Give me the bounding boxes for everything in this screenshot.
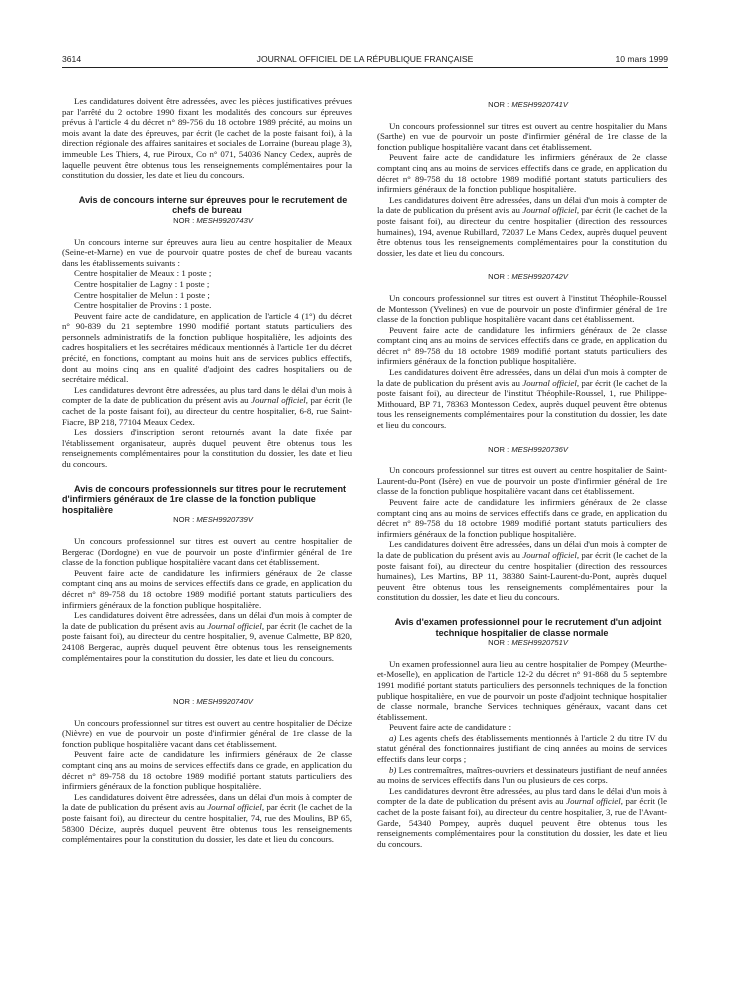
nor-reference: NOR : MESH9920742V xyxy=(488,272,568,282)
list-item: Centre hospitalier de Meaux : 1 poste ; xyxy=(74,268,212,279)
nor-reference: NOR : MESH9920736V xyxy=(488,444,568,454)
page-header xyxy=(62,54,668,66)
header-rule xyxy=(62,67,668,68)
list-item: Centre hospitalier de Provins : 1 poste. xyxy=(74,300,212,311)
paragraph: Peuvent faire acte de candidature : xyxy=(389,722,512,733)
left-column xyxy=(62,96,352,981)
paragraph: Un concours professionnel sur titres est ouvert au centre hospitalier de Saint-Laurent-du-Pont (Isère) en vue de pourvoir un poste d'infirmier général de 1re classe de la fonction publique hospitalière vacant dans cet établissement. xyxy=(377,465,667,497)
issue-date: 10 mars 1999 xyxy=(615,54,668,64)
paragraph: Peuvent faire acte de candidature les infirmiers généraux de 2e classe comptant cinq ans au moins de services effectifs dans ce grade, en application du décret n° 89-758 du 18 octobre 1989 modifié portant statuts particuliers des infirmiers généraux de la fonction publique hospitalière. xyxy=(62,749,352,792)
nor-reference: NOR : MESH9920743V xyxy=(173,215,253,225)
paragraph: Peuvent faire acte de candidature les infirmiers généraux de 2e classe comptant cinq ans au moins de services effectifs dans ce grade, en application du décret n° 89-758 du 18 octobre 1989 modifié portant statuts particuliers des infirmiers généraux de la fonction publique hospitalière. xyxy=(377,152,667,195)
list-item: b) Les contremaîtres, maîtres-ouvriers et dessinateurs justifiant de neuf années au moins de services effectifs dans l'un ou plusieurs de ces corps. xyxy=(377,764,667,786)
journal-title: JOURNAL OFFICIEL DE LA RÉPUBLIQUE FRANÇAISE xyxy=(256,54,474,64)
paragraph: Peuvent faire acte de candidature les infirmiers généraux de 2e classe comptant cinq ans au moins de services effectifs dans ce grade, en application du décret n° 89-758 du 18 octobre 1989 modifié portant statuts particuliers des infirmiers généraux de la fonction publique hospitalière. xyxy=(377,324,667,367)
list-item: a) Les agents chefs des établissements mentionnés à l'article 2 du titre IV du statut général des fonctionnaires justifiant de cinq années au moins de services effectifs dans leur corps ; xyxy=(377,732,667,765)
nor-reference: NOR : MESH9920741V xyxy=(488,100,568,109)
paragraph: Les candidatures doivent être adressées, dans un délai d'un mois à compter de la date de publication du présent avis au Journal officiel, par écrit (le cachet de la poste faisant foi), au directeur du centre hospitalier, 74, rue des Moulins, BP 65, 58300 Décize, auprès duquel peuvent être obtenus tous les renseignements complémentaires pour la constitution du dossier, les date et lieu du concours. xyxy=(62,791,352,845)
paragraph: Peuvent faire acte de candidature les infirmiers généraux de 2e classe comptant cinq ans au moins de services effectifs dans ce grade, en application du décret n° 89-758 du 18 octobre 1989 modifié portant statuts particuliers des infirmiers généraux de la fonction publique hospitalière. xyxy=(62,567,352,610)
paragraph: Les candidatures devront être adressées, au plus tard dans le délai d'un mois à compter de la date de publication du présent avis au Journal officiel, par écrit (le cachet de la poste faisant foi), au directeur du centre hospitalier, 3, rue de l'Avant-Garde, 54340 Pompey, auprès duquel peuvent être obtenus tous les renseignements complémentaires pour la constitution du dossier, les date et lieu du concours. xyxy=(377,785,667,849)
list-item: Centre hospitalier de Melun : 1 poste ; xyxy=(74,289,210,300)
paragraph: Un concours professionnel sur titres est ouvert au centre hospitalier de Décize (Nièvre) en vue de pourvoir un poste d'infirmier général de 1re classe de la fonction publique hospitalière vacant dans cet établissement. xyxy=(62,717,352,749)
paragraph: Les candidatures devront être adressées, au plus tard dans le délai d'un mois à compter de la date de publication du présent avis au Journal officiel, par écrit (le cachet de la poste faisant foi), au directeur du centre hospitalier, 6-8, rue Saint-Fiacre, BP 218, 77104 Meaux Cedex. xyxy=(62,384,352,427)
intro-paragraph: Les candidatures doivent être adressées, avec les pièces justificatives prévues par l'arrêté du 2 octobre 1990 fixant les modalités des concours sur épreuves prévus à l'article 4 du décret n° 89-756 du 18 octobre 1989 précité, au moins un mois avant la date des épreuves, par écrit (le cachet de la poste faisant foi), à la direction régionale des affaires sanitaires et sociales de Lorraine (bureau plage 3), immeuble Les Thiers, 4, rue Piroux, Co n° 071, 54036 Nancy Cedex, auprès de laquelle peuvent être obtenus tous les renseignements complémentaires pour la constitution du dossier, les date et lieu du concours. xyxy=(62,96,352,181)
nor-reference: NOR : MESH9920751V xyxy=(488,638,568,648)
paragraph: Les candidatures doivent être adressées, dans un délai d'un mois à compter de la date de publication du présent avis au Journal officiel, par écrit (le cachet de la poste faisant foi), au directeur du centre hospitalier (direction des ressources humaines), 194, avenue Rubillard, 72037 Le Mans Cedex, auprès duquel peuvent être obtenus tous les renseignements complémentaires pour la constitution du dossier, les date et lieu du concours. xyxy=(377,194,667,258)
paragraph: Un concours professionnel sur titres est ouvert à l'institut Théophile-Roussel de Montesson (Yvelines) en vue de pourvoir un poste d'infirmier général de 1re classe de la fonction publique hospitalière vacant dans cet établissement. xyxy=(377,292,667,325)
paragraph: Un concours interne sur épreuves aura lieu au centre hospitalier de Meaux (Seine-et-Marne) en vue de pourvoir quatre postes de chef de bureau vacants dans les établissements suivants : xyxy=(62,236,352,268)
paragraph: Les dossiers d'inscription seront retournés avant la date fixée par l'établissement organisateur, auprès duquel peuvent être obtenus tous les renseignements complémentaires pour la constitution du dossier, les date et lieu du concours. xyxy=(62,427,352,469)
paragraph: Peuvent faire acte de candidature les infirmiers généraux de 2e classe comptant cinq ans au moins de services effectifs dans ce grade, en application du décret n° 89-758 du 18 octobre 1989 modifié portant statuts particuliers des infirmiers généraux de la fonction publique hospitalière. xyxy=(377,497,667,539)
list-item: Centre hospitalier de Lagny : 1 poste ; xyxy=(74,278,210,289)
paragraph: Les candidatures doivent être adressées, dans un délai d'un mois à compter de la date de publication du présent avis au Journal officiel, par écrit (le cachet de la poste faisant foi), au directeur du centre hospitalier, 9, avenue Calmette, BP 820, 24108 Bergerac, auprès duquel peuvent être obtenus tous les renseignements complémentaires pour la constitution du dossier, les date et lieu du concours. xyxy=(62,610,352,663)
section-title-chefs-de-bureau: Avis de concours interne sur épreuves pour le recrutement de chefs de bureau xyxy=(78,194,348,216)
section-title-adjoint-technique: Avis d'examen professionnel pour le recrutement d'un adjoint technique hospitalier de classe normale xyxy=(394,616,662,638)
right-column xyxy=(377,100,667,985)
paragraph: Un examen professionnel aura lieu au centre hospitalier de Pompey (Meurthe-et-Moselle), en application de l'article 12-2 du décret n° 91-868 du 5 septembre 1991 modifié portant statuts particuliers des personnels techniques de la fonction publique hospitalière, en vue de pourvoir un poste d'adjoint technique hospitalier de classe normale, branche Services techniques généraux, vacant dans cet établissement. xyxy=(377,658,667,722)
paragraph: Peuvent faire acte de candidature, en application de l'article 4 (1°) du décret n° 90-839 du 21 septembre 1990 modifié portant statuts particuliers des personnels administratifs de la fonction publique hospitalière, les adjoints des cadres hospitaliers et les secrétaires médicaux mentionnés à l'article 1er du décret précité, en fonctions, comptant au moins huit ans de services publics effectifs, dont au moins cinq ans en qualité d'adjoint des cadres hospitaliers ou de secrétaire médical. xyxy=(62,310,352,385)
nor-reference: NOR : MESH9920740V xyxy=(173,697,253,707)
section-title-infirmiers-generaux: Avis de concours professionnels sur titres pour le recrutement d'infirmiers généraux de 1re classe de la fonction publique hospitalière xyxy=(62,483,347,515)
page-number: 3614 xyxy=(62,54,82,64)
paragraph: Les candidatures doivent être adressées, dans un délai d'un mois à compter de la date de publication du présent avis au Journal officiel, par écrit (le cachet de la poste faisant foi), au directeur du centre hospitalier (direction des ressources humaines), Les Martins, BP 11, 38380 Saint-Laurent-du-Pont, auprès duquel peuvent être obtenus tous les renseignements complémentaires pour la constitution du dossier, les date et lieu du concours. xyxy=(377,539,667,603)
nor-reference: NOR : MESH9920739V xyxy=(173,515,253,525)
paragraph: Un concours professionnel sur titres est ouvert au centre hospitalier de Bergerac (Dordogne) en vue de pourvoir un poste d'infirmier général de 1re classe de la fonction publique hospitalière vacant dans cet établissement. xyxy=(62,535,352,568)
paragraph: Un concours professionnel sur titres est ouvert au centre hospitalier du Mans (Sarthe) en vue de pourvoir un poste d'infirmier général de 1re classe de la fonction publique hospitalière vacant dans cet établissement. xyxy=(377,120,667,152)
paragraph: Les candidatures doivent être adressées, dans un délai d'un mois à compter de la date de publication du présent avis au Journal officiel, par écrit (le cachet de la poste faisant foi), au directeur de l'institut Théophile-Roussel, 1, rue Philippe-Mithouard, BP 71, 78363 Montesson Cedex, auprès duquel peuvent être obtenus tous les renseignements complémentaires pour la constitution du dossier, les date et lieu du concours. xyxy=(377,367,667,431)
